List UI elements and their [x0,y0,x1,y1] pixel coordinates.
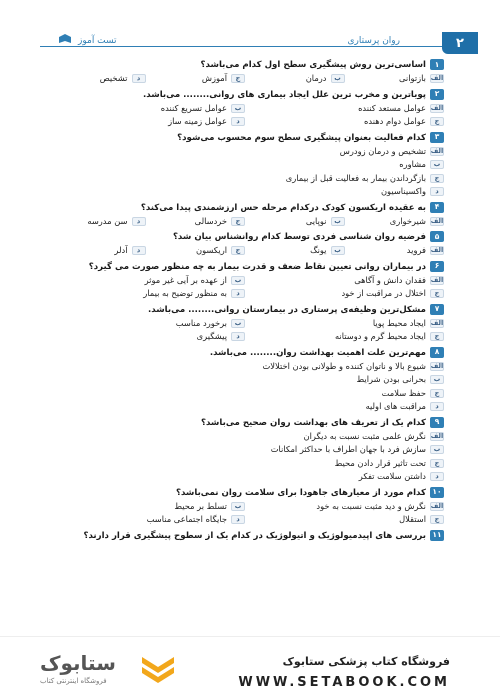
page-header [40,32,464,52]
option-text: از عهده بر آیی غیر موثر [144,274,227,285]
option-text: بازگرداندن بیمار به فعالیت قبل از بیماری [285,172,426,183]
store-logo-icon [138,651,178,687]
option-tag: الف [430,216,444,225]
question-item [46,260,444,301]
option-text: عوامل دوام دهنده [364,116,426,126]
option-c [245,513,444,527]
options [46,274,444,301]
options [46,244,444,258]
option-text: شیوع بالا و ناتوان کننده و طولانی بودن اختلالات [262,360,426,371]
option-text: داشتن سلامت تفکر [358,471,426,481]
option-c [245,287,444,301]
option-c [146,72,246,86]
question-text: فرضیه روان شناسی فردی توسط کدام روانشناس بیان شد؟ [172,232,426,242]
page-number: ۲ [442,32,478,54]
option-text: ایجاد محیط گرم و دوستانه [334,331,426,341]
option-text: استقلال [399,514,426,524]
option-tag: ج [430,389,444,398]
option-tag: الف [430,246,444,254]
question-number: ۹ [430,417,444,428]
option-a [46,430,444,444]
option-text: مراقبت های اولیه [365,401,426,411]
option-a [46,145,444,159]
option-tag: ب [430,445,444,454]
option-text: عوامل زمینه ساز [168,116,227,126]
option-a [245,274,444,288]
options [46,215,444,229]
option-b [46,317,245,331]
option-tag: د [231,289,245,298]
option-text: برخورد مناسب [175,317,227,328]
question-item [46,58,444,86]
question-item [46,230,444,258]
option-tag: د [231,117,245,126]
option-text: مشاوره [399,159,426,169]
question-text: اساسی‌ترین روش پیشگیری سطح اول کدام می‌باشد؟ [200,60,426,70]
option-tag: د [430,472,444,481]
option-tag: د [132,246,146,255]
option-tag: ج [231,74,245,83]
question-item [46,486,444,527]
option-tag: د [430,402,444,411]
options [46,102,444,129]
option-a [345,244,445,258]
option-c [245,115,444,129]
question-text: مهم‌ترین علت اهمیت بهداشت روان........ می‌باشد. [209,347,426,358]
question-number: ۱۰ [430,487,444,498]
question-text: کدام یک از تعریف های بهداشت روان صحیح می‌باشد؟ [200,417,426,428]
option-text: بحرانی بودن شرایط [356,374,426,384]
question-number: ۴ [430,202,444,213]
option-text: بازتوانی [399,73,426,83]
question-text: بررسی های اپیدمیولوژیک و اتیولوژیک در کدام یک از سطوح پیشگیری قرار دارند؟ [83,530,426,541]
chapter-title: روان پرستاری [343,36,404,46]
question-number: ۸ [430,347,444,358]
option-text: عوامل مستعد کننده [358,102,426,113]
option-text: تسلط بر محیط [174,500,227,511]
option-tag: الف [430,103,444,112]
option-text: جایگاه اجتماعی مناسب [146,514,227,524]
question-number: ۱ [430,59,444,70]
options [46,145,444,199]
question-text: در بیماران روانی تعیین نقاط ضعف و قدرت بیمار به چه منظور صورت می گیرد؟ [88,261,426,272]
option-text: نوپایی [305,215,327,226]
question-text: پویاترین و مخرب ترین علل ایجاد بیماری های روانی........ می‌باشد. [143,89,426,100]
option-text: سن مدرسه [87,215,128,226]
question-item [46,201,444,229]
store-footer [0,636,500,700]
option-tag: ب [331,74,345,83]
question-number: ۱۱ [430,530,444,541]
option-c [46,172,444,186]
publisher-brand: تست آموز [74,36,121,46]
option-tag: د [132,74,146,83]
options [46,72,444,86]
question-number: ۳ [430,132,444,143]
option-a [46,360,444,374]
option-d [46,470,444,484]
option-text: به منظور توضیح به بیمار [143,288,227,298]
option-text: نگرش و دید مثبت نسبت به خود [316,500,426,511]
option-tag: ج [430,174,444,183]
option-a [245,500,444,514]
options [46,500,444,527]
option-text: پیشگیری [196,331,227,341]
option-b [245,244,345,258]
option-tag: الف [430,361,444,370]
question-item [46,416,444,484]
store-logo-subtitle: فروشگاه اینترنتی کتاب [40,677,107,685]
question-number: ۵ [430,231,444,242]
option-tag: ج [430,515,444,524]
question-item [46,88,444,129]
question-number: ۲ [430,89,444,100]
option-text: آموزش [201,73,227,83]
store-name: فروشگاه کتاب پزشکی ستابوک [282,655,450,668]
option-b [245,215,345,229]
option-c [46,387,444,401]
option-b [46,500,245,514]
option-c [46,457,444,471]
option-a [245,102,444,116]
option-tag: د [430,187,444,196]
option-text: واکسیناسیون [380,186,426,196]
option-tag: ب [331,217,345,226]
option-b [245,72,345,86]
option-text: سازش فرد با جهان اطراف با حداکثر امکانات [270,444,426,454]
option-tag: ب [231,276,245,285]
question-text: کدام مورد از معیارهای جاهودا برای سلامت روان نمی‌باشد؟ [175,487,426,498]
option-text: نگرش علمی مثبت نسبت به دیگران [303,430,426,441]
option-c [146,244,246,258]
option-text: فقدان دانش و آگاهی [354,274,426,285]
option-a [345,72,445,86]
option-text: آدلر [114,245,128,255]
option-d [46,115,245,129]
option-tag: الف [430,74,444,82]
option-b [46,102,245,116]
option-tag: ب [430,375,444,384]
option-text: خردسالی [194,215,227,226]
option-tag: الف [430,431,444,440]
option-tag: ب [430,160,444,169]
option-d [46,185,444,199]
question-number: ۷ [430,304,444,315]
option-tag: الف [430,275,444,284]
option-tag: الف [430,318,444,327]
option-text: حفظ سلامت [381,387,426,398]
option-text: اریکسون [196,245,227,255]
options [46,317,444,344]
question-item [46,303,444,344]
option-tag: ب [231,502,245,511]
option-text: عوامل تسریع کننده [160,102,227,113]
option-b [46,443,444,457]
option-text: یونگ [310,245,327,255]
publisher-logo-icon [58,34,72,44]
option-c [245,330,444,344]
option-tag: ج [430,459,444,468]
question-item [46,346,444,414]
option-c [146,215,246,229]
question-number: ۶ [430,261,444,272]
option-d [46,215,146,229]
question-text: به عقیده اریکسون کودک درکدام مرحله حس ارزشمندی پیدا می‌کند؟ [140,202,426,213]
option-text: تحت تاثیر قرار دادن محیط [334,457,426,468]
option-a [345,215,445,229]
option-tag: د [132,217,146,226]
option-d [46,287,245,301]
option-d [46,400,444,414]
option-d [46,244,146,258]
option-tag: ب [231,319,245,328]
question-item [46,529,444,543]
option-d [46,330,245,344]
option-text: اختلال در مراقبت از خود [341,288,426,298]
option-text: تشخیص و درمان زودرس [339,145,426,156]
question-text: مشکل‌ترین وظیفه‌ی پرستاری در بیمارستان روانی........ می‌باشد. [148,304,426,315]
store-logo-text: ستابوک [40,651,116,675]
option-tag: ب [231,104,245,113]
option-tag: الف [430,146,444,155]
option-tag: ب [331,246,345,255]
option-tag: د [231,515,245,524]
option-text: درمان [305,73,327,83]
option-a [245,317,444,331]
option-text: ایجاد محیط پویا [372,317,426,328]
question-list [46,58,444,545]
option-d [46,72,146,86]
option-tag: الف [430,501,444,510]
option-tag: ج [430,289,444,298]
option-tag: ج [231,217,245,226]
option-text: تشخیص [99,73,128,83]
question-text: کدام فعالیت بعنوان پیشگیری سطح سوم محسوب می‌شود؟ [177,132,426,143]
option-b [46,158,444,172]
option-text: فروید [406,245,426,255]
option-tag: ج [430,332,444,341]
option-b [46,373,444,387]
header-rule [40,46,444,47]
option-text: شیرخواری [389,215,426,226]
store-url[interactable]: WWW.SETABOOK.COM [238,675,450,690]
options [46,360,444,414]
option-tag: د [231,332,245,341]
option-tag: ج [430,117,444,126]
option-d [46,513,245,527]
option-tag: ج [231,246,245,255]
question-item [46,131,444,199]
option-b [46,274,245,288]
options [46,430,444,484]
